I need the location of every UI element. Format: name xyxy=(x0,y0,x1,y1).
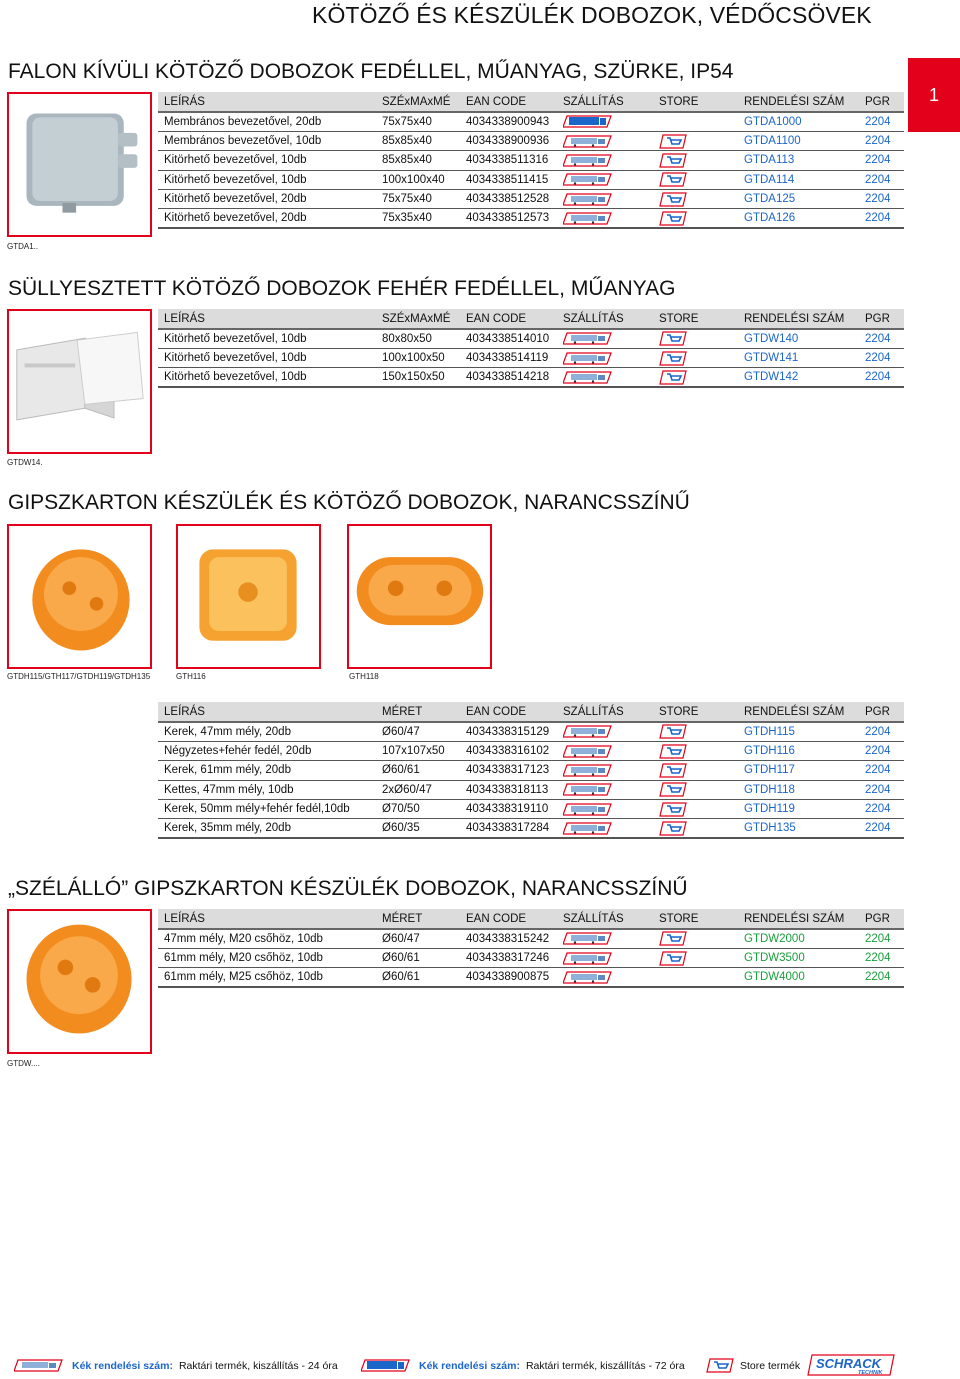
column-header: SZÁLLÍTÁS xyxy=(557,92,653,112)
cell-shipping xyxy=(557,800,653,819)
cell-order-code[interactable]: GTDA126 xyxy=(738,209,859,228)
cell-description: Kerek, 35mm mély, 20db xyxy=(158,819,376,838)
grey-junction-box-image xyxy=(9,94,150,235)
cell-order-code[interactable]: GTDW4000 xyxy=(738,968,859,987)
column-header: SZÉxMAxMÉ xyxy=(376,92,460,112)
column-header: LEÍRÁS xyxy=(158,92,376,112)
cell-description: Kerek, 47mm mély, 20db xyxy=(158,722,376,741)
column-header: STORE xyxy=(653,702,738,722)
legend-store xyxy=(706,1358,800,1373)
table-row xyxy=(158,112,904,131)
shipping-truck-icon xyxy=(563,331,615,346)
shipping-truck-icon xyxy=(563,763,615,778)
cell-ean: 4034338315129 xyxy=(460,722,557,741)
cell-size: Ø60/47 xyxy=(376,929,460,948)
shipping-truck-icon xyxy=(563,802,615,817)
cell-description: 61mm mély, M25 csőhöz, 10db xyxy=(158,968,376,987)
column-header: STORE xyxy=(653,909,738,929)
shipping-truck-icon xyxy=(563,211,615,226)
store-cart-icon xyxy=(659,763,687,778)
cell-shipping xyxy=(557,348,653,367)
caption-gth116: GTH116 xyxy=(176,672,206,681)
white-flush-box-image xyxy=(9,311,150,452)
cell-description: Kitörhető bevezetővel, 20db xyxy=(158,209,376,228)
cell-store xyxy=(653,368,738,387)
cell-shipping xyxy=(557,112,653,131)
shipping-truck-icon xyxy=(563,172,615,187)
cell-ean: 4034338512573 xyxy=(460,209,557,228)
table-row xyxy=(158,819,904,838)
cell-description: Kitörhető bevezetővel, 10db xyxy=(158,348,376,367)
section-title-1: FALON KÍVÜLI KÖTÖZŐ DOBOZOK FEDÉLLEL, MŰANYAG, SZÜRKE, IP54 xyxy=(8,60,734,83)
square-orange-box-image xyxy=(178,526,319,667)
column-header: LEÍRÁS xyxy=(158,702,376,722)
cell-pgr: 2204 xyxy=(859,348,904,367)
column-header: SZÉxMAxMÉ xyxy=(376,309,460,329)
column-header: SZÁLLÍTÁS xyxy=(557,909,653,929)
column-header: PGR xyxy=(859,702,904,722)
cell-size: 100x100x40 xyxy=(376,170,460,189)
cell-size: 107x107x50 xyxy=(376,741,460,760)
column-header: LEÍRÁS xyxy=(158,309,376,329)
column-header: RENDELÉSI SZÁM xyxy=(738,309,859,329)
cell-store xyxy=(653,190,738,209)
column-header: PGR xyxy=(859,909,904,929)
column-header: PGR xyxy=(859,92,904,112)
legend-store-text: Store termék xyxy=(740,1359,801,1372)
legend-72h-text: Raktári termék, kiszállítás - 72 óra xyxy=(525,1359,685,1372)
double-orange-box-image xyxy=(349,526,490,667)
truck-icon xyxy=(14,1358,66,1373)
cell-ean: 4034338514119 xyxy=(460,348,557,367)
cell-pgr: 2204 xyxy=(859,329,904,348)
product-image-gtda xyxy=(7,92,152,237)
caption-gtdw: GTDW.... xyxy=(7,1059,40,1068)
legend-24h-label: Kék rendelési szám: xyxy=(72,1359,173,1372)
shipping-truck-icon xyxy=(563,821,615,836)
cell-shipping xyxy=(557,761,653,780)
cell-size: Ø60/61 xyxy=(376,761,460,780)
cell-ean: 4034338317123 xyxy=(460,761,557,780)
logo-text: SCHRACK xyxy=(816,1356,881,1371)
cell-description: Kitörhető bevezetővel, 20db xyxy=(158,190,376,209)
store-cart-icon xyxy=(659,211,687,226)
cell-order-code[interactable]: GTDW140 xyxy=(738,329,859,348)
cell-pgr: 2204 xyxy=(859,368,904,387)
legend-24h-text: Raktári termék, kiszállítás - 24 óra xyxy=(178,1359,338,1372)
cell-order-code[interactable]: GTDW2000 xyxy=(738,929,859,948)
shipping-truck-icon xyxy=(563,134,615,149)
column-header: STORE xyxy=(653,309,738,329)
cell-ean: 4034338317246 xyxy=(460,948,557,967)
table-row xyxy=(158,170,904,189)
table-row xyxy=(158,929,904,948)
column-header: LEÍRÁS xyxy=(158,909,376,929)
store-cart-icon xyxy=(659,351,687,366)
column-header: RENDELÉSI SZÁM xyxy=(738,909,859,929)
cell-store xyxy=(653,929,738,948)
shipping-truck-filled-icon xyxy=(563,114,615,129)
store-cart-icon xyxy=(659,802,687,817)
round-orange-box-image xyxy=(9,526,150,667)
caption-gtdh115: GTDH115/GTH117/GTDH119/GTDH135 xyxy=(7,672,151,681)
column-header: MÉRET xyxy=(376,702,460,722)
cell-description: Kitörhető bevezetővel, 10db xyxy=(158,368,376,387)
footer-legend xyxy=(0,1354,960,1376)
cell-size: 150x150x50 xyxy=(376,368,460,387)
column-header: PGR xyxy=(859,309,904,329)
cell-size: 75x75x40 xyxy=(376,190,460,209)
windproof-orange-box-image xyxy=(9,911,150,1052)
column-header: SZÁLLÍTÁS xyxy=(557,702,653,722)
cell-shipping xyxy=(557,131,653,150)
cell-shipping xyxy=(557,968,653,987)
cell-store xyxy=(653,761,738,780)
table-row xyxy=(158,800,904,819)
shipping-truck-icon xyxy=(563,153,615,168)
cell-order-code[interactable]: GTDW3500 xyxy=(738,948,859,967)
cell-ean: 4034338318113 xyxy=(460,780,557,799)
cell-store xyxy=(653,112,738,131)
cell-pgr: 2204 xyxy=(859,170,904,189)
legend-24h xyxy=(14,1358,338,1373)
cell-order-code[interactable]: GTDH115 xyxy=(738,722,859,741)
cell-shipping xyxy=(557,209,653,228)
cell-pgr: 2204 xyxy=(859,800,904,819)
cell-order-code[interactable]: GTDA113 xyxy=(738,151,859,170)
cell-pgr: 2204 xyxy=(859,112,904,131)
cell-order-code[interactable]: GTDH117 xyxy=(738,761,859,780)
cell-shipping xyxy=(557,741,653,760)
store-cart-icon xyxy=(659,331,687,346)
store-cart-icon xyxy=(659,370,687,385)
cell-order-code[interactable]: GTDA1000 xyxy=(738,112,859,131)
shipping-truck-icon xyxy=(563,744,615,759)
column-header: SZÁLLÍTÁS xyxy=(557,309,653,329)
cell-ean: 4034338900875 xyxy=(460,968,557,987)
cell-pgr: 2204 xyxy=(859,780,904,799)
cell-ean: 4034338315242 xyxy=(460,929,557,948)
cell-shipping xyxy=(557,151,653,170)
table-row xyxy=(158,151,904,170)
cell-description: Membrános bevezetővel, 10db xyxy=(158,131,376,150)
cell-order-code[interactable]: GTDH116 xyxy=(738,741,859,760)
table-row xyxy=(158,368,904,387)
store-cart-icon xyxy=(659,192,687,207)
table-section-1 xyxy=(158,92,904,229)
cell-description: Kitörhető bevezetővel, 10db xyxy=(158,329,376,348)
table-row xyxy=(158,190,904,209)
column-header: MÉRET xyxy=(376,909,460,929)
cell-ean: 4034338512528 xyxy=(460,190,557,209)
cell-ean: 4034338900936 xyxy=(460,131,557,150)
store-cart-icon xyxy=(659,172,687,187)
cell-size: Ø60/35 xyxy=(376,819,460,838)
cell-pgr: 2204 xyxy=(859,741,904,760)
cell-order-code[interactable]: GTDH118 xyxy=(738,780,859,799)
cell-pgr: 2204 xyxy=(859,929,904,948)
table-row xyxy=(158,209,904,228)
cart-icon xyxy=(706,1358,734,1373)
logo-sub: TECHNIK xyxy=(858,1370,883,1376)
cell-ean: 4034338316102 xyxy=(460,741,557,760)
cell-store xyxy=(653,348,738,367)
table-row xyxy=(158,968,904,987)
cell-pgr: 2204 xyxy=(859,722,904,741)
cell-description: Kitörhető bevezetővel, 10db xyxy=(158,170,376,189)
cell-description: Kettes, 47mm mély, 10db xyxy=(158,780,376,799)
legend-72h-label: Kék rendelési szám: xyxy=(419,1359,520,1372)
cell-ean: 4034338511415 xyxy=(460,170,557,189)
table-row xyxy=(158,761,904,780)
cell-order-code[interactable]: GTDW142 xyxy=(738,368,859,387)
section-title-2: SÜLLYESZTETT KÖTÖZŐ DOBOZOK FEHÉR FEDÉLLEL, MŰANYAG xyxy=(8,277,676,300)
cell-description: Kerek, 61mm mély, 20db xyxy=(158,761,376,780)
table-row xyxy=(158,329,904,348)
legend-72h xyxy=(361,1358,685,1373)
cell-shipping xyxy=(557,329,653,348)
cell-size: Ø60/47 xyxy=(376,722,460,741)
cell-store xyxy=(653,209,738,228)
caption-gtdw14: GTDW14. xyxy=(7,458,43,467)
column-header: STORE xyxy=(653,92,738,112)
cell-store xyxy=(653,948,738,967)
cell-store xyxy=(653,131,738,150)
shipping-truck-icon xyxy=(563,192,615,207)
store-cart-icon xyxy=(659,951,687,966)
cell-shipping xyxy=(557,948,653,967)
cell-size: Ø60/61 xyxy=(376,968,460,987)
cell-description: 47mm mély, M20 csőhöz, 10db xyxy=(158,929,376,948)
column-header: EAN CODE xyxy=(460,909,557,929)
cell-order-code[interactable]: GTDA114 xyxy=(738,170,859,189)
cell-size: 75x35x40 xyxy=(376,209,460,228)
cell-pgr: 2204 xyxy=(859,151,904,170)
column-header: RENDELÉSI SZÁM xyxy=(738,702,859,722)
cell-pgr: 2204 xyxy=(859,190,904,209)
table-row xyxy=(158,131,904,150)
cell-size: Ø70/50 xyxy=(376,800,460,819)
store-cart-icon xyxy=(659,724,687,739)
cell-store xyxy=(653,170,738,189)
cell-store xyxy=(653,329,738,348)
cell-description: Membrános bevezetővel, 20db xyxy=(158,112,376,131)
cell-shipping xyxy=(557,929,653,948)
cell-shipping xyxy=(557,722,653,741)
store-cart-icon xyxy=(659,134,687,149)
cell-description: 61mm mély, M20 csőhöz, 10db xyxy=(158,948,376,967)
cell-store xyxy=(653,151,738,170)
cell-ean: 4034338319110 xyxy=(460,800,557,819)
schrack-logo xyxy=(806,1354,896,1376)
cell-order-code[interactable]: GTDA125 xyxy=(738,190,859,209)
shipping-truck-icon xyxy=(563,782,615,797)
truck-filled-icon xyxy=(361,1358,413,1373)
cell-store xyxy=(653,800,738,819)
shipping-truck-icon xyxy=(563,724,615,739)
cell-pgr: 2204 xyxy=(859,819,904,838)
section-title-3: GIPSZKARTON KÉSZÜLÉK ÉS KÖTÖZŐ DOBOZOK, NARANCSSZÍNŰ xyxy=(8,491,690,514)
cell-pgr: 2204 xyxy=(859,968,904,987)
shipping-truck-icon xyxy=(563,951,615,966)
store-cart-icon xyxy=(659,931,687,946)
cell-size: 2xØ60/47 xyxy=(376,780,460,799)
cell-ean: 4034338317284 xyxy=(460,819,557,838)
table-section-3 xyxy=(158,702,904,839)
cell-ean: 4034338514218 xyxy=(460,368,557,387)
cell-size: 85x85x40 xyxy=(376,131,460,150)
cell-store xyxy=(653,780,738,799)
shipping-truck-icon xyxy=(563,351,615,366)
cell-size: 100x100x50 xyxy=(376,348,460,367)
cell-store xyxy=(653,722,738,741)
store-cart-icon xyxy=(659,782,687,797)
cell-ean: 4034338511316 xyxy=(460,151,557,170)
cell-order-code[interactable]: GTDH135 xyxy=(738,819,859,838)
table-row xyxy=(158,741,904,760)
cell-ean: 4034338514010 xyxy=(460,329,557,348)
cell-shipping xyxy=(557,190,653,209)
cell-pgr: 2204 xyxy=(859,209,904,228)
cell-store xyxy=(653,741,738,760)
cell-pgr: 2204 xyxy=(859,761,904,780)
column-header: EAN CODE xyxy=(460,309,557,329)
product-image-gtdw xyxy=(7,909,152,1054)
cell-description: Kerek, 50mm mély+fehér fedél,10db xyxy=(158,800,376,819)
shipping-truck-icon xyxy=(563,370,615,385)
store-cart-icon xyxy=(659,821,687,836)
table-section-2 xyxy=(158,309,904,388)
cell-order-code[interactable]: GTDW141 xyxy=(738,348,859,367)
cell-order-code[interactable]: GTDH119 xyxy=(738,800,859,819)
cell-shipping xyxy=(557,368,653,387)
product-image-gth118 xyxy=(347,524,492,669)
cell-pgr: 2204 xyxy=(859,131,904,150)
page-number-tab: 1 xyxy=(908,58,960,132)
table-section-4 xyxy=(158,909,904,988)
cell-shipping xyxy=(557,170,653,189)
product-image-gth116 xyxy=(176,524,321,669)
column-header: RENDELÉSI SZÁM xyxy=(738,92,859,112)
table-row xyxy=(158,948,904,967)
caption-gtda: GTDA1.. xyxy=(7,242,39,251)
store-cart-icon xyxy=(659,153,687,168)
section-title-4: „SZÉLÁLLÓ” GIPSZKARTON KÉSZÜLÉK DOBOZOK, NARANCSSZÍNŰ xyxy=(8,877,688,900)
table-row xyxy=(158,780,904,799)
table-row xyxy=(158,348,904,367)
shipping-truck-icon xyxy=(563,970,615,985)
cell-size: 80x80x50 xyxy=(376,329,460,348)
column-header: EAN CODE xyxy=(460,92,557,112)
cell-size: 75x75x40 xyxy=(376,112,460,131)
cell-size: 85x85x40 xyxy=(376,151,460,170)
cell-description: Négyzetes+fehér fedél, 20db xyxy=(158,741,376,760)
shipping-truck-icon xyxy=(563,931,615,946)
cell-pgr: 2204 xyxy=(859,948,904,967)
cell-shipping xyxy=(557,819,653,838)
store-cart-icon xyxy=(659,744,687,759)
caption-gth118: GTH118 xyxy=(349,672,379,681)
column-header: EAN CODE xyxy=(460,702,557,722)
cell-ean: 4034338900943 xyxy=(460,112,557,131)
product-image-gtdh115 xyxy=(7,524,152,669)
cell-size: Ø60/61 xyxy=(376,948,460,967)
cell-order-code[interactable]: GTDA1100 xyxy=(738,131,859,150)
cell-store xyxy=(653,968,738,987)
cell-description: Kitörhető bevezetővel, 10db xyxy=(158,151,376,170)
table-row xyxy=(158,722,904,741)
cell-store xyxy=(653,819,738,838)
cell-shipping xyxy=(557,780,653,799)
product-image-gtdw14 xyxy=(7,309,152,454)
page-title: KÖTÖZŐ ÉS KÉSZÜLÉK DOBOZOK, VÉDŐCSÖVEK xyxy=(312,2,872,28)
